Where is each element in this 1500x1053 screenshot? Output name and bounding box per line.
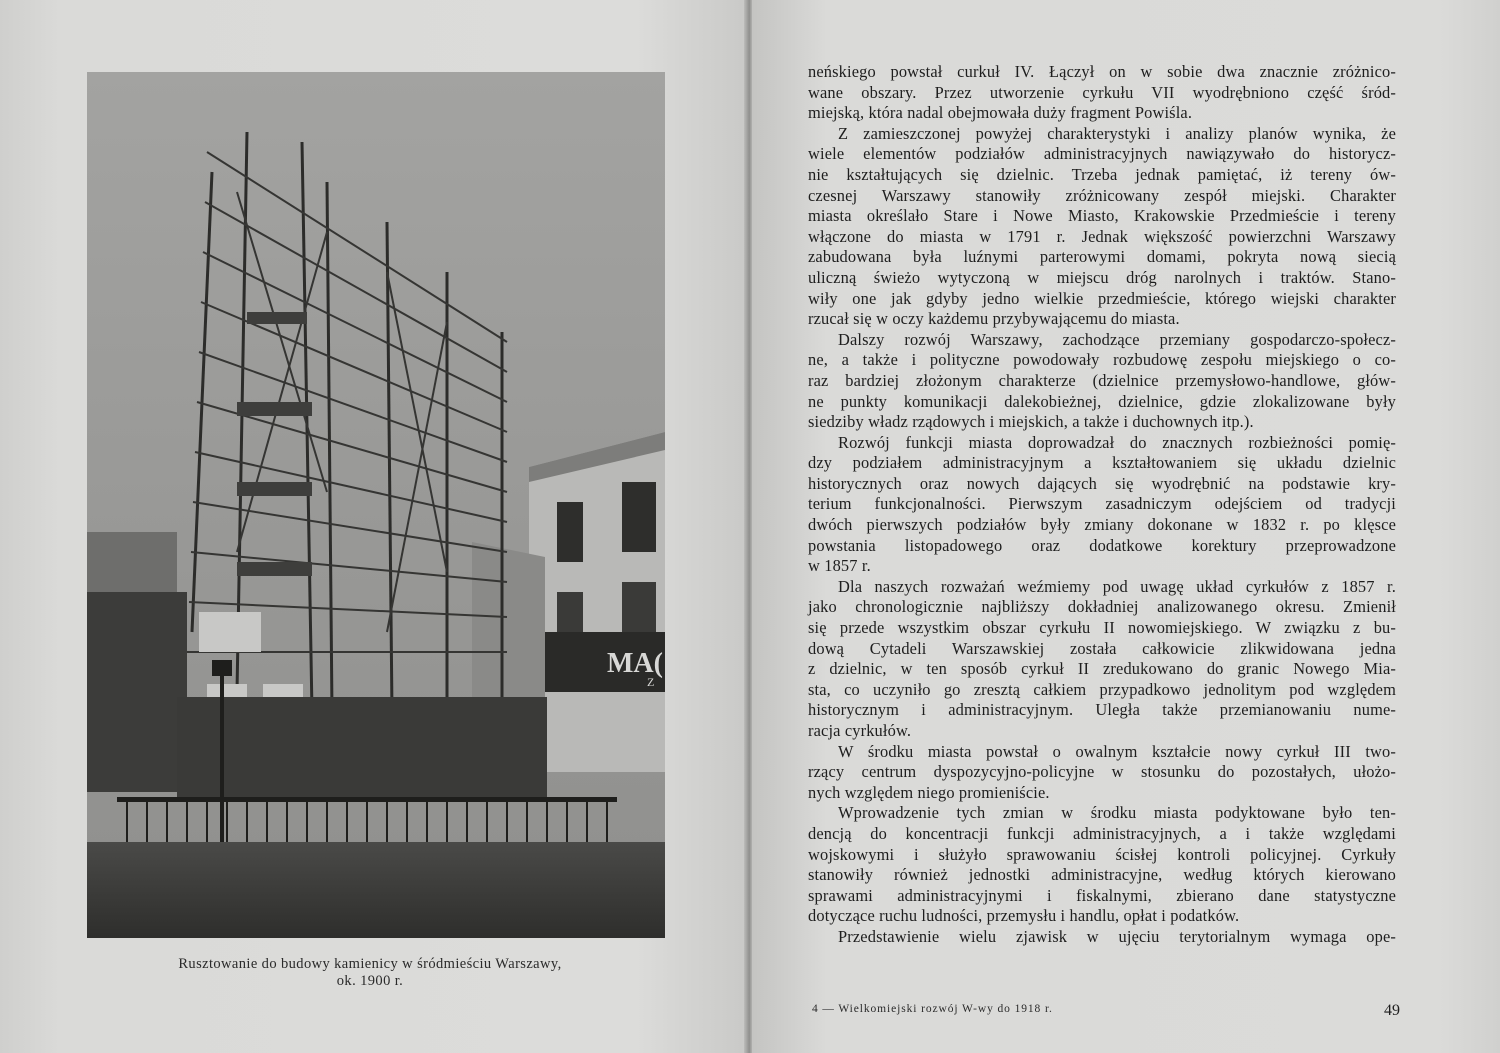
text-line: dotyczące ruchu ludności, przemysłu i handlu, opłat i podatków. [808, 906, 1240, 926]
text-line: terium funkcjonalności. Pierwszym zasadniczym odejściem od tradycji [808, 494, 1396, 514]
caption-line-2: ok. 1900 r. [336, 973, 404, 989]
text-line: czesnej Warszawy stanowiły zróżnicowany zespół miejski. Charakter [808, 185, 1396, 205]
text-line: Rozwój funkcji miasta doprowadzał do znacznych rozbieżności pomię- [838, 432, 1396, 452]
text-line: dzy podziałem administracyjnym a kształtowaniem się układu dzielnic [808, 453, 1396, 473]
footer-note: 4 — Wielkomiejski rozwój W-wy do 1918 r. [812, 1003, 1053, 1015]
photo-caption [120, 956, 620, 990]
text-line: raz bardziej złożonym charakterze (dzielnice przemysłowo-handlowe, głów- [808, 370, 1396, 390]
text-line: wiele elementów podziałów administracyjnych nawiązywało do historycz- [808, 144, 1396, 164]
page-number: 49 [1384, 1002, 1400, 1019]
text-line: Z zamieszczonej powyżej charakterystyki i analizy planów wynika, że [838, 123, 1396, 143]
text-line: wane obszary. Przez utworzenie cyrkułu VII wyodrębniono część śród- [808, 82, 1396, 102]
text-line: miasta określało Stare i Nowe Miasto, Krakowskie Przedmieście i tereny [808, 206, 1396, 226]
text-line: powstania listopadowego oraz dodatkowe korektury przeprowadzone [808, 535, 1396, 555]
text-line: włączone do miasta w 1791 r. Jednak większość powierzchni Warszawy [808, 226, 1396, 246]
text-line: historycznym i administracyjnym. Uległa także przemianowaniu nume- [808, 700, 1396, 720]
text-line: stanowiły również jednostki administracyjne, według których kierowano [808, 865, 1396, 885]
text-line: rzucał się w oczy każdemu przybywającemu do miasta. [808, 309, 1180, 329]
text-line: dencją do koncentracji funkcji administracyjnych, a i także względami [808, 823, 1396, 843]
caption-line-1: Rusztowanie do budowy kamienicy w śródmieściu Warszawy, [178, 956, 562, 972]
text-line: miejską, która nadal obejmowała duży fragment Powiśla. [808, 103, 1193, 123]
text-line: racja cyrkułów. [808, 721, 912, 740]
text-line: sta, co uczyniło go zresztą całkiem przypadkowo jednolitym pod względem [808, 679, 1396, 699]
text-line: dową Cytadeli Warszawskiej została całkowicie zlikwidowana jedna [808, 638, 1396, 658]
text-line: uliczną świeżo wytyczoną w miejscu dróg narolnych i traktów. Stano- [808, 267, 1396, 287]
body-text [808, 62, 1396, 948]
text-line: siedziby władz rządowych i miejskich, a także i duchownych itp.). [808, 412, 1254, 432]
text-line: neńskiego powstał curkuł IV. Łączył on w sobie dwa znacznie zróżnico- [808, 62, 1396, 81]
text-line: W środku miasta powstał o owalnym kształcie nowy cyrkuł III two- [838, 741, 1396, 761]
text-line: w 1857 r. [808, 556, 871, 576]
text-line: z dzielnic, w ten sposób cyrkuł II zredukowano do granic Nowego Mia- [808, 659, 1396, 679]
text-line: nych względem niego promieniście. [808, 782, 1050, 802]
text-line: ne punkty komunikacji dalekobieżnej, dzielnice, gdzie zlokalizowane były [808, 391, 1396, 411]
text-line: Dalszy rozwój Warszawy, zachodzące przemiany gospodarczo-społecz- [838, 329, 1396, 349]
text-line: nie kształtujących się dzielnic. Trzeba jednak pamiętać, iż tereny ów- [808, 164, 1396, 184]
text-line: sprawami administracyjnymi i fiskalnymi, zbierano dane statystyczne [808, 885, 1396, 905]
shop-sign-small-text: Z [647, 675, 655, 689]
text-line: rzący centrum dyspozycyjno-policyjne w stosunku do pozostałych, ułożo- [808, 762, 1396, 782]
scaffolding-photograph [87, 72, 665, 938]
text-line: Dla naszych rozważań weźmiemy pod uwagę układ cyrkułów z 1857 r. [838, 576, 1396, 596]
text-line: dwóch pierwszych podziałów były zmiany dokonane w 1832 r. po klęsce [808, 515, 1396, 535]
shop-sign-text: MA( [607, 648, 663, 679]
text-line: Wprowadzenie tych zmian w środku miasta podyktowane było ten- [838, 803, 1396, 823]
text-line: historycznych oraz nowych dających się wyodrębnić na podstawie kry- [808, 473, 1396, 493]
text-line: wojskowymi i służyło sprawowaniu ścisłej kontroli policyjnej. Cyrkuły [808, 844, 1396, 864]
text-line: Przedstawienie wielu zjawisk w ujęciu terytorialnym wymaga ope- [838, 926, 1396, 946]
text-line: wiły one jak gdyby jedno wielkie przedmieście, którego wiejski charakter [808, 288, 1396, 308]
text-line: ne, a także i polityczne powodowały rozbudowę zespołu miejskiego o co- [808, 350, 1396, 370]
left-page [0, 0, 748, 1053]
text-line: się przede wszystkim obszar cyrkułu II nowomiejskiego. W związku z bu- [808, 618, 1396, 638]
text-line: jako chronologicznie najbliższy dokładniej analizowanego okresu. Zmienił [808, 597, 1396, 617]
text-line: zabudowana była luźnymi parterowymi domami, pokryta nową siecią [808, 247, 1396, 267]
